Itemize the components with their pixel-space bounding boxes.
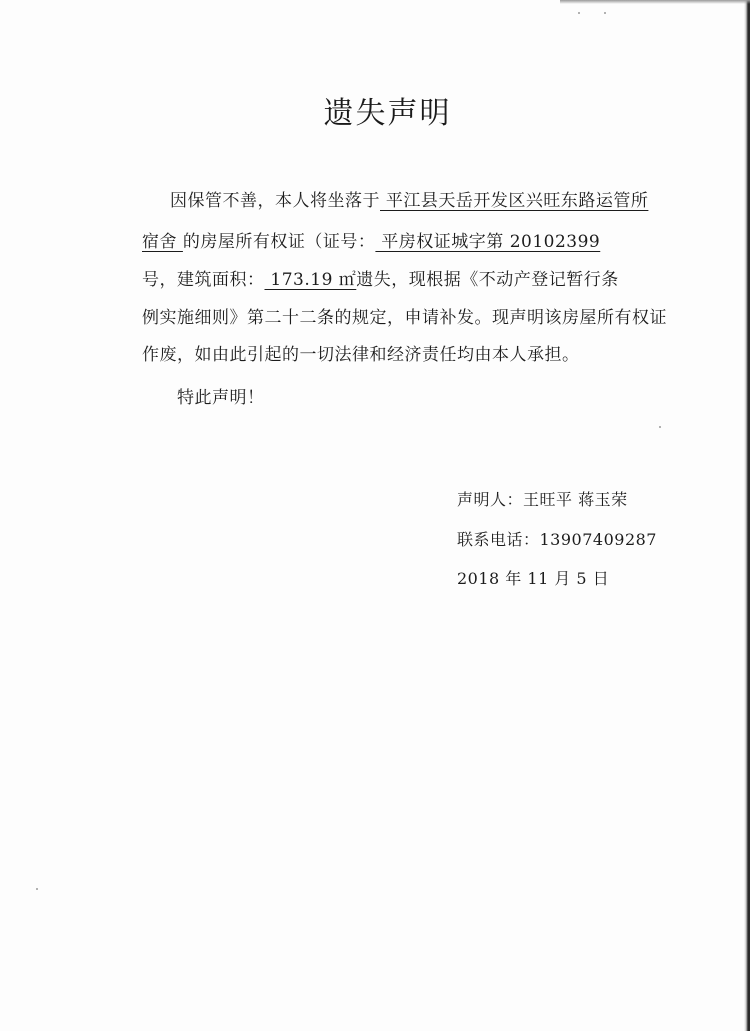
address-field-part2: 宿舍: [142, 232, 183, 252]
address-field-part1: 平江县天岳开发区兴旺东路运管所: [380, 191, 649, 211]
scan-speck: [578, 12, 580, 14]
scan-edge-shadow: [744, 0, 750, 1031]
line2-mid: 的房屋所有权证（证号：: [182, 232, 376, 252]
closing-statement: 特此声明！: [177, 388, 265, 408]
contact-phone: 联系电话：13907409287: [457, 530, 657, 549]
body-line-2: [142, 227, 600, 252]
certificate-number-field: 平房权证城字第 20102399: [375, 232, 601, 252]
scan-speck: [604, 12, 606, 14]
scan-edge-top: [560, 0, 750, 4]
declarant-names: 声明人：王旺平 蒋玉荣: [457, 490, 628, 509]
line1-prefix: 因保管不善，本人将坐落于: [170, 191, 380, 211]
body-line-1: [170, 186, 648, 211]
scan-speck: [659, 426, 661, 428]
body-line-3: [142, 265, 619, 290]
body-line-5: 作废，如由此引起的一切法律和经济责任均由本人承担。: [142, 345, 580, 365]
line3-prefix: 号，建筑面积：: [142, 270, 265, 290]
declaration-date: 2018 年 11 月 5 日: [457, 569, 610, 588]
document-title: 遗失声明: [323, 96, 452, 131]
scan-speck: [36, 888, 38, 890]
area-field: 173.19 ㎡: [264, 270, 357, 290]
body-line-4: 例实施细则》第二十二条的规定，申请补发。现声明该房屋所有权证: [142, 308, 667, 328]
line3-suffix: 遗失，现根据《不动产登记暂行条: [356, 270, 619, 290]
